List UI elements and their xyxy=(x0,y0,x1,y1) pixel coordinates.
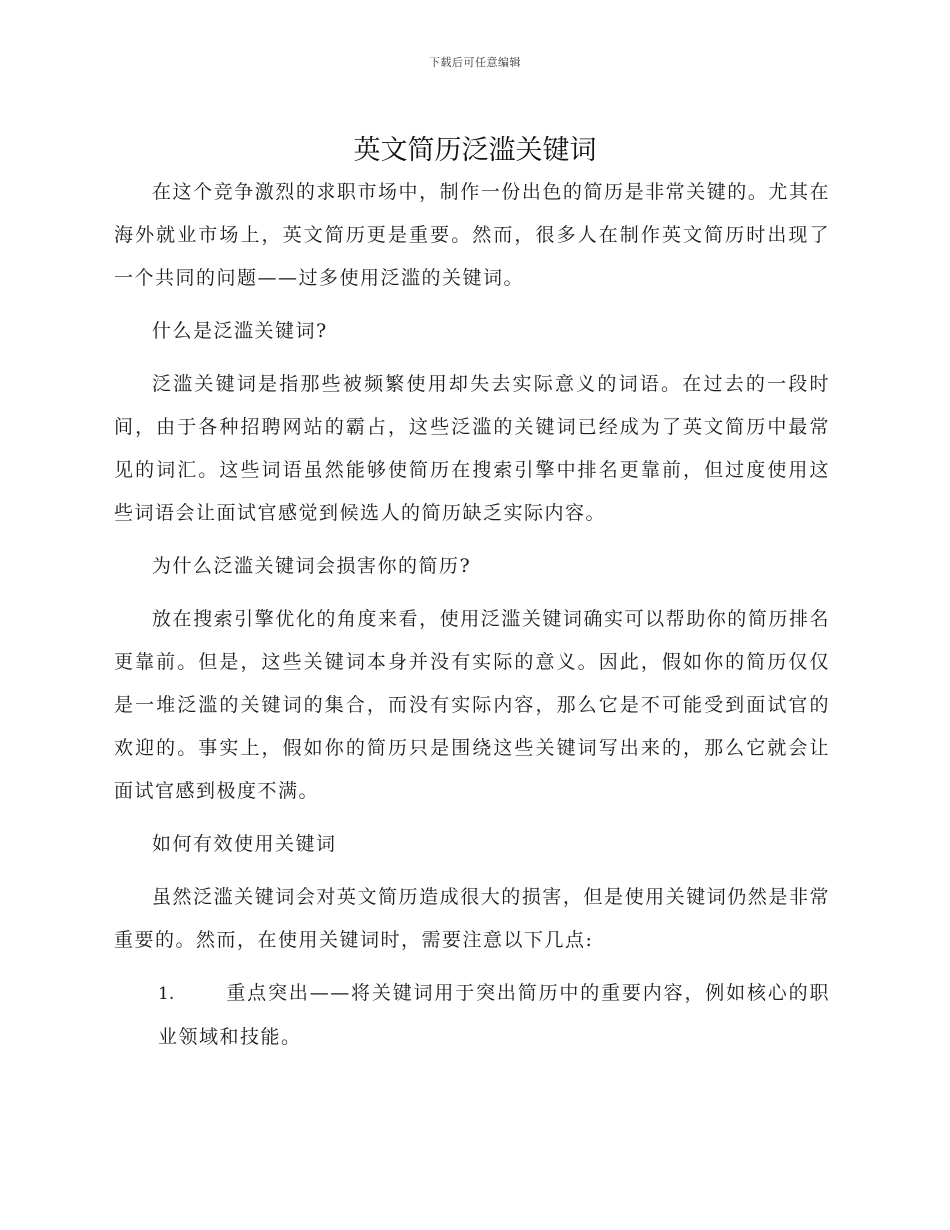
heading-what-is: 什么是泛滥关键词? xyxy=(152,320,328,342)
heading-why-harmful: 为什么泛滥关键词会损害你的简历? xyxy=(152,555,472,577)
list-text: 重点突出——将关键词用于突出简历中的重要内容，例如核心的职业领域和技能。 xyxy=(158,982,830,1048)
document-title: 英文简历泛滥关键词 xyxy=(353,135,597,166)
document-body xyxy=(114,171,830,1069)
list-item xyxy=(114,972,830,1059)
paragraph-intro: 在这个竞争激烈的求职市场中，制作一份出色的简历是非常关键的。尤其在海外就业市场上，英文简历更是重要。然而，很多人在制作英文简历时出现了一个共同的问题——过多使用泛滥的关键词。 xyxy=(114,181,830,289)
header-note: 下载后可任意编辑 xyxy=(429,56,521,69)
list-number: 1. xyxy=(158,984,175,1004)
paragraph-how-to-use: 虽然泛滥关键词会对英文简历造成很大的损害，但是使用关键词仍然是非常重要的。然而，在使用关键词时，需要注意以下几点: xyxy=(114,886,830,951)
paragraph-harm: 放在搜索引擎优化的角度来看，使用泛滥关键词确实可以帮助你的简历排名更靠前。但是，这些关键词本身并没有实际的意义。因此，假如你的简历仅仅是一堆泛滥的关键词的集合，而没有实际内容，那么它是不可能受到面试官的欢迎的。事实上，假如你的简历只是围绕这些关键词写出来的，那么它就会让面试官感到极度不满。 xyxy=(114,608,830,802)
paragraph-definition: 泛滥关键词是指那些被频繁使用却失去实际意义的词语。在过去的一段时间，由于各种招聘网站的霸占，这些泛滥的关键词已经成为了英文简历中最常见的词汇。这些词语虽然能够使简历在搜索引擎中排名更靠前，但过度使用这些词语会让面试官感觉到候选人的简历缺乏实际内容。 xyxy=(114,373,830,524)
heading-how-to-use: 如何有效使用关键词 xyxy=(152,833,337,855)
